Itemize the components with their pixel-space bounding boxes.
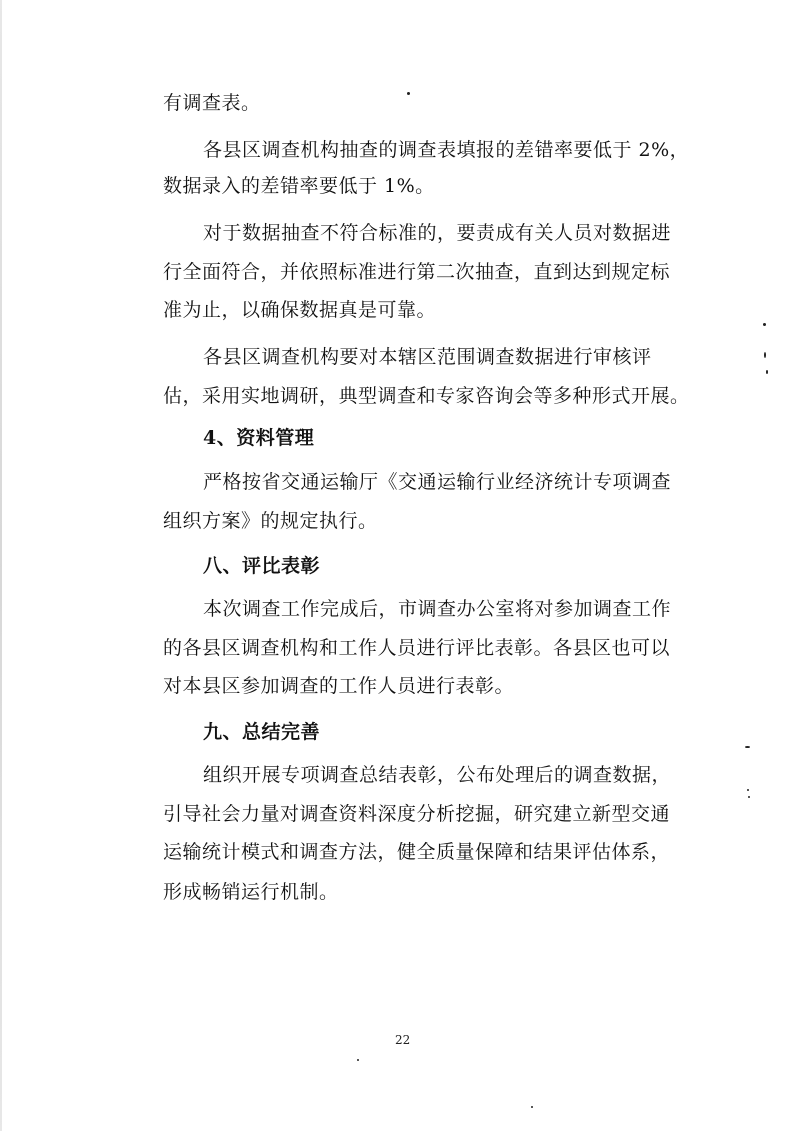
text-line: 对于数据抽查不符合标准的，要责成有关人员对数据进 bbox=[203, 222, 672, 244]
text-line: 估，采用实地调研，典型调查和专家咨询会等多种形式开展。 bbox=[163, 385, 690, 407]
text-line: 数据录入的差错率要低于 1%。 bbox=[163, 175, 435, 197]
text-line: 各县区调查机构抽查的调查表填报的差错率要低于 2%， bbox=[203, 139, 690, 161]
text-line: 形成畅销运行机制。 bbox=[163, 881, 339, 903]
text-line: 有调查表。 bbox=[163, 92, 261, 114]
scan-speck bbox=[531, 1106, 533, 1108]
text-line: 行全面符合，并依照标准进行第二次抽查，直到达到规定标 bbox=[163, 261, 671, 283]
text-line: 准为止，以确保数据真是可靠。 bbox=[163, 299, 437, 321]
text-line: 组织开展专项调查总结表彰，公布处理后的调查数据， bbox=[203, 764, 672, 786]
page-number: 22 bbox=[395, 1033, 411, 1047]
text-line: 组织方案》的规定执行。 bbox=[163, 510, 378, 532]
section-heading: 九、总结完善 bbox=[203, 721, 321, 743]
text-line: 对本县区参加调查的工作人员进行表彰。 bbox=[163, 675, 515, 697]
text-line: 运输统计模式和调查方法，健全质量保障和结果评估体系， bbox=[163, 841, 671, 863]
scan-speck bbox=[407, 92, 410, 95]
scan-speck bbox=[357, 1059, 359, 1061]
text-line: 各县区调查机构要对本辖区范围调查数据进行审核评 bbox=[203, 346, 652, 368]
scan-speck bbox=[745, 746, 750, 748]
section-heading: 4、资料管理 bbox=[203, 427, 315, 449]
scan-speck bbox=[764, 352, 766, 358]
text-line: 严格按省交通运输厅《交通运输行业经济统计专项调查 bbox=[203, 471, 672, 493]
text-line: 引导社会力量对调查资料深度分析挖掘，研究建立新型交通 bbox=[163, 803, 671, 825]
scan-speck bbox=[766, 370, 768, 374]
text-line: 本次调查工作完成后，市调查办公室将对参加调查工作 bbox=[203, 598, 672, 620]
scan-speck bbox=[763, 323, 766, 326]
section-heading: 八、评比表彰 bbox=[203, 555, 321, 577]
scan-speck bbox=[748, 796, 750, 798]
scan-edge bbox=[0, 0, 2, 1131]
scan-speck bbox=[747, 789, 749, 791]
text-line: 的各县区调查机构和工作人员进行评比表彰。各县区也可以 bbox=[163, 637, 671, 659]
